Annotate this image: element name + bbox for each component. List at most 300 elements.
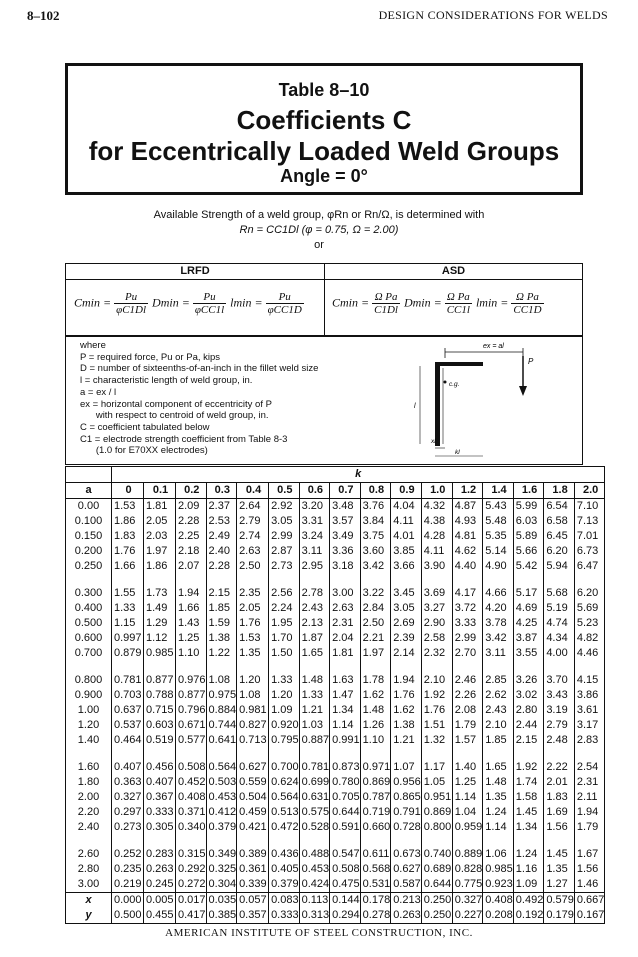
coefficient-cell: 6.73 bbox=[574, 544, 605, 559]
coefficient-cell: 3.00 bbox=[330, 586, 361, 601]
coefficient-cell: 7.13 bbox=[574, 514, 605, 529]
coefficient-cell: 1.50 bbox=[269, 646, 300, 661]
coefficient-cell: 0.245 bbox=[144, 877, 176, 893]
a-header: a bbox=[66, 483, 112, 499]
k-value-header: 0.9 bbox=[391, 483, 422, 499]
coefficient-cell: 1.43 bbox=[176, 616, 207, 631]
coefficient-cell: 1.58 bbox=[513, 790, 544, 805]
coefficient-cell: 1.94 bbox=[391, 673, 422, 688]
coefficient-cell: 0.349 bbox=[206, 847, 237, 862]
row-gap bbox=[360, 748, 391, 760]
coefficient-cell: 5.99 bbox=[513, 499, 544, 515]
coefficient-cell: 0.472 bbox=[269, 820, 300, 835]
a-value: 0.300 bbox=[66, 586, 112, 601]
row-gap bbox=[544, 574, 575, 586]
coefficient-cell: 2.70 bbox=[452, 646, 483, 661]
x_row-cell: 0.057 bbox=[237, 893, 269, 909]
coefficient-cell: 3.05 bbox=[391, 601, 422, 616]
coefficient-cell: 0.971 bbox=[360, 760, 391, 775]
row-gap bbox=[66, 661, 112, 673]
coefficient-cell: 6.58 bbox=[544, 514, 575, 529]
coefficient-cell: 4.46 bbox=[574, 646, 605, 661]
coefficient-cell: 4.04 bbox=[391, 499, 422, 515]
legend-line: C1 = electrode strength coefficient from Table 8-3 bbox=[80, 433, 288, 445]
k-value-header: 0.4 bbox=[237, 483, 269, 499]
coefficient-cell: 5.69 bbox=[574, 601, 605, 616]
coefficient-cell: 0.537 bbox=[112, 718, 144, 733]
coefficient-cell: 0.644 bbox=[330, 805, 361, 820]
coefficient-cell: 5.66 bbox=[513, 544, 544, 559]
asd-cmin: Cmin = $\frac{\text{Ω Pa}}{C1Dl}$ bbox=[332, 291, 398, 316]
coefficient-cell: 2.26 bbox=[452, 688, 483, 703]
coefficient-cell: 2.35 bbox=[237, 586, 269, 601]
a-value: 2.80 bbox=[66, 862, 112, 877]
cg-dot bbox=[444, 381, 447, 384]
coefficient-cell: 1.24 bbox=[513, 847, 544, 862]
row-gap bbox=[452, 574, 483, 586]
x_row-cell: 0.667 bbox=[574, 893, 605, 909]
coefficient-cell: 0.297 bbox=[112, 805, 144, 820]
row-gap bbox=[330, 748, 361, 760]
k-value-header: 0 bbox=[112, 483, 144, 499]
coefficient-cell: 0.873 bbox=[330, 760, 361, 775]
coefficient-cell: 0.379 bbox=[206, 820, 237, 835]
k-value-header: 0.7 bbox=[330, 483, 361, 499]
intro-line1: Available Strength of a weld group, φRn or Rn/Ω, is determined with bbox=[153, 209, 485, 221]
x_row-label: x bbox=[66, 893, 112, 909]
coefficient-cell: 2.99 bbox=[269, 529, 300, 544]
coefficient-cell: 1.05 bbox=[421, 775, 452, 790]
coefficient-cell: 2.46 bbox=[452, 673, 483, 688]
coefficient-cell: 1.38 bbox=[206, 631, 237, 646]
coefficient-cell: 5.14 bbox=[483, 544, 514, 559]
y_row-cell: 0.294 bbox=[330, 908, 361, 924]
coefficient-cell: 1.08 bbox=[206, 673, 237, 688]
row-gap bbox=[144, 574, 176, 586]
coefficient-cell: 3.76 bbox=[360, 499, 391, 515]
x_row-cell: 0.250 bbox=[421, 893, 452, 909]
coefficient-cell: 4.81 bbox=[452, 529, 483, 544]
coefficient-cell: 5.19 bbox=[544, 601, 575, 616]
kl-label: kl bbox=[455, 449, 460, 456]
coefficient-cell: 3.78 bbox=[483, 616, 514, 631]
y_row-cell: 0.357 bbox=[237, 908, 269, 924]
coefficient-cell: 0.547 bbox=[330, 847, 361, 862]
coefficient-cell: 0.719 bbox=[360, 805, 391, 820]
coefficient-cell: 1.20 bbox=[237, 673, 269, 688]
row-gap bbox=[574, 574, 605, 586]
coefficient-cell: 1.27 bbox=[544, 877, 575, 893]
row-gap bbox=[66, 835, 112, 847]
coefficient-cell: 6.20 bbox=[544, 544, 575, 559]
coefficient-cell: 2.11 bbox=[574, 790, 605, 805]
coefficient-cell: 4.69 bbox=[513, 601, 544, 616]
x_row-cell: 0.000 bbox=[112, 893, 144, 909]
coefficient-cell: 1.86 bbox=[144, 559, 176, 574]
coefficient-cell: 1.48 bbox=[299, 673, 330, 688]
coefficient-cell: 4.62 bbox=[452, 544, 483, 559]
coefficient-cell: 0.503 bbox=[206, 775, 237, 790]
coefficient-cell: 2.79 bbox=[544, 718, 575, 733]
a-value: 0.900 bbox=[66, 688, 112, 703]
coefficient-cell: 0.703 bbox=[112, 688, 144, 703]
coefficient-cell: 3.20 bbox=[299, 499, 330, 515]
row-gap bbox=[176, 661, 207, 673]
coefficient-cell: 0.407 bbox=[144, 775, 176, 790]
coefficient-cell: 1.25 bbox=[176, 631, 207, 646]
coefficient-cell: 0.627 bbox=[237, 760, 269, 775]
coefficient-cell: 3.24 bbox=[299, 529, 330, 544]
coefficient-cell: 3.02 bbox=[513, 688, 544, 703]
coefficient-cell: 6.45 bbox=[544, 529, 575, 544]
table-row bbox=[66, 893, 605, 909]
row-gap bbox=[237, 661, 269, 673]
coefficient-cell: 1.34 bbox=[513, 820, 544, 835]
coefficient-cell: 1.83 bbox=[112, 529, 144, 544]
coefficient-cell: 3.66 bbox=[391, 559, 422, 574]
weld-vertical bbox=[435, 362, 440, 446]
xl-label: xl bbox=[431, 438, 436, 445]
a-value: 0.600 bbox=[66, 631, 112, 646]
coefficient-cell: 2.64 bbox=[237, 499, 269, 515]
coefficient-cell: 3.86 bbox=[574, 688, 605, 703]
coefficient-cell: 2.99 bbox=[452, 631, 483, 646]
coefficient-cell: 2.49 bbox=[206, 529, 237, 544]
ex-label: ex = al bbox=[483, 343, 504, 350]
coefficient-cell: 2.08 bbox=[452, 703, 483, 718]
row-gap bbox=[391, 748, 422, 760]
coefficient-cell: 1.06 bbox=[483, 847, 514, 862]
coefficient-cell: 0.304 bbox=[206, 877, 237, 893]
coefficient-cell: 4.28 bbox=[421, 529, 452, 544]
a-value: 1.80 bbox=[66, 775, 112, 790]
coefficient-cell: 3.72 bbox=[452, 601, 483, 616]
coefficient-cell: 1.33 bbox=[112, 601, 144, 616]
row-gap bbox=[360, 835, 391, 847]
coefficient-cell: 0.508 bbox=[330, 862, 361, 877]
coefficient-cell: 0.453 bbox=[206, 790, 237, 805]
formula-box bbox=[65, 263, 583, 336]
coefficient-cell: 2.78 bbox=[299, 586, 330, 601]
coefficient-cell: 2.80 bbox=[513, 703, 544, 718]
coefficient-cell: 2.84 bbox=[360, 601, 391, 616]
coefficient-cell: 1.35 bbox=[237, 646, 269, 661]
lrfd-lmin: lmin = $\frac{Pu}{\text{φCC1D}}$ bbox=[230, 291, 302, 316]
coefficient-cell: 1.83 bbox=[544, 790, 575, 805]
coefficient-cell: 0.923 bbox=[483, 877, 514, 893]
coefficient-cell: 3.55 bbox=[513, 646, 544, 661]
coefficient-cell: 2.90 bbox=[421, 616, 452, 631]
coefficient-cell: 4.20 bbox=[483, 601, 514, 616]
row-gap bbox=[421, 748, 452, 760]
table-title-line2: for Eccentrically Loaded Weld Groups bbox=[88, 136, 560, 166]
coefficient-cell: 0.975 bbox=[206, 688, 237, 703]
row-gap bbox=[452, 835, 483, 847]
coefficient-cell: 1.53 bbox=[112, 499, 144, 515]
y_row-cell: 0.227 bbox=[452, 908, 483, 924]
a-value: 2.20 bbox=[66, 805, 112, 820]
row-gap bbox=[513, 574, 544, 586]
k-header: k bbox=[112, 467, 605, 483]
coefficient-cell: 3.26 bbox=[513, 673, 544, 688]
coefficient-cell: 3.57 bbox=[330, 514, 361, 529]
coefficient-cell: 1.07 bbox=[391, 760, 422, 775]
coefficient-cell: 2.05 bbox=[144, 514, 176, 529]
coefficient-cell: 2.15 bbox=[206, 586, 237, 601]
coefficient-cell: 1.94 bbox=[574, 805, 605, 820]
coefficient-cell: 3.60 bbox=[360, 544, 391, 559]
intro-line3: or bbox=[314, 239, 324, 251]
coefficient-cell: 2.28 bbox=[176, 514, 207, 529]
coefficient-cell: 1.09 bbox=[513, 877, 544, 893]
coefficient-cell: 1.63 bbox=[330, 673, 361, 688]
weld-top bbox=[435, 362, 483, 366]
coefficient-cell: 0.787 bbox=[360, 790, 391, 805]
coefficient-cell: 0.869 bbox=[421, 805, 452, 820]
coefficient-cell: 0.252 bbox=[112, 847, 144, 862]
coefficient-cell: 0.828 bbox=[452, 862, 483, 877]
coefficient-cell: 2.74 bbox=[237, 529, 269, 544]
coefficient-cell: 3.48 bbox=[330, 499, 361, 515]
coefficient-cell: 2.22 bbox=[544, 760, 575, 775]
coefficient-cell: 0.788 bbox=[144, 688, 176, 703]
coefficient-cell: 1.26 bbox=[360, 718, 391, 733]
row-gap bbox=[421, 661, 452, 673]
y_row-cell: 0.313 bbox=[299, 908, 330, 924]
coefficient-cell: 0.877 bbox=[176, 688, 207, 703]
coefficient-cell: 2.07 bbox=[176, 559, 207, 574]
coefficient-cell: 1.12 bbox=[144, 631, 176, 646]
row-gap bbox=[66, 574, 112, 586]
row-gap bbox=[237, 835, 269, 847]
coefficient-cell: 0.459 bbox=[237, 805, 269, 820]
a-value: 0.500 bbox=[66, 616, 112, 631]
a-value: 1.00 bbox=[66, 703, 112, 718]
intro-line2: Rn = CC1Dl (φ = 0.75, Ω = 2.00) bbox=[239, 224, 399, 236]
coefficient-cell: 0.624 bbox=[269, 775, 300, 790]
coefficient-cell: 1.74 bbox=[513, 775, 544, 790]
coefficient-cell: 3.19 bbox=[544, 703, 575, 718]
coefficient-cell: 1.03 bbox=[299, 718, 330, 733]
coefficient-cell: 6.20 bbox=[574, 586, 605, 601]
row-gap bbox=[112, 748, 144, 760]
coefficient-cell: 0.327 bbox=[112, 790, 144, 805]
coefficient-cell: 0.508 bbox=[176, 760, 207, 775]
row-gap bbox=[269, 748, 300, 760]
row-gap bbox=[299, 835, 330, 847]
a-value: 0.150 bbox=[66, 529, 112, 544]
coefficient-cell: 0.920 bbox=[269, 718, 300, 733]
coefficient-cell: 1.87 bbox=[299, 631, 330, 646]
coefficient-cell: 0.389 bbox=[237, 847, 269, 862]
table-row bbox=[66, 514, 605, 529]
coefficient-cell: 4.82 bbox=[574, 631, 605, 646]
cg-label: c.g. bbox=[449, 381, 460, 388]
coefficient-cell: 1.51 bbox=[421, 718, 452, 733]
coefficient-cell: 2.62 bbox=[483, 688, 514, 703]
coefficient-cell: 2.69 bbox=[391, 616, 422, 631]
table-row bbox=[66, 559, 605, 574]
coefficient-cell: 1.94 bbox=[176, 586, 207, 601]
coefficient-cell: 2.40 bbox=[206, 544, 237, 559]
row-gap bbox=[112, 661, 144, 673]
coefficient-cell: 0.700 bbox=[269, 760, 300, 775]
y_row-cell: 0.417 bbox=[176, 908, 207, 924]
coefficient-cell: 1.76 bbox=[112, 544, 144, 559]
coefficient-cell: 0.315 bbox=[176, 847, 207, 862]
table-row bbox=[66, 601, 605, 616]
row-gap bbox=[483, 574, 514, 586]
row-gap bbox=[330, 574, 361, 586]
coefficient-cell: 0.456 bbox=[144, 760, 176, 775]
y_row-cell: 0.208 bbox=[483, 908, 514, 924]
row-gap bbox=[574, 661, 605, 673]
coefficient-cell: 0.340 bbox=[176, 820, 207, 835]
row-gap bbox=[330, 661, 361, 673]
coefficient-cell: 5.89 bbox=[513, 529, 544, 544]
coefficient-cell: 1.04 bbox=[452, 805, 483, 820]
coefficient-cell: 3.36 bbox=[330, 544, 361, 559]
coefficient-cell: 0.587 bbox=[391, 877, 422, 893]
coefficient-cell: 1.15 bbox=[112, 616, 144, 631]
coefficient-cell: 7.01 bbox=[574, 529, 605, 544]
coefficient-cell: 0.263 bbox=[144, 862, 176, 877]
y_row-label: y bbox=[66, 908, 112, 924]
coefficient-cell: 1.10 bbox=[176, 646, 207, 661]
coefficient-cell: 2.03 bbox=[144, 529, 176, 544]
row-gap bbox=[144, 835, 176, 847]
coefficient-cell: 0.361 bbox=[237, 862, 269, 877]
coefficient-cell: 1.76 bbox=[421, 703, 452, 718]
weld-group-diagram bbox=[395, 340, 575, 462]
coefficient-cell: 3.18 bbox=[330, 559, 361, 574]
y_row-cell: 0.263 bbox=[391, 908, 422, 924]
coefficient-cell: 1.66 bbox=[176, 601, 207, 616]
coefficient-cell: 2.04 bbox=[330, 631, 361, 646]
coefficient-cell: 3.70 bbox=[544, 673, 575, 688]
coefficient-cell: 0.363 bbox=[112, 775, 144, 790]
coefficient-cell: 0.283 bbox=[144, 847, 176, 862]
coefficient-cell: 1.69 bbox=[544, 805, 575, 820]
coefficient-cell: 0.531 bbox=[360, 877, 391, 893]
row-gap bbox=[513, 661, 544, 673]
coefficient-table bbox=[65, 466, 605, 924]
coefficient-cell: 4.11 bbox=[391, 514, 422, 529]
angle-label: Angle = 0° bbox=[280, 166, 368, 186]
coefficient-cell: 0.740 bbox=[421, 847, 452, 862]
coefficient-cell: 0.791 bbox=[391, 805, 422, 820]
row-gap bbox=[206, 574, 237, 586]
row-gap bbox=[330, 835, 361, 847]
row-gap bbox=[299, 748, 330, 760]
coefficient-cell: 1.29 bbox=[144, 616, 176, 631]
coefficient-cell: 6.47 bbox=[574, 559, 605, 574]
coefficient-cell: 0.865 bbox=[391, 790, 422, 805]
coefficient-cell: 5.94 bbox=[544, 559, 575, 574]
coefficient-cell: 1.65 bbox=[299, 646, 330, 661]
coefficient-cell: 1.22 bbox=[206, 646, 237, 661]
k-value-header: 0.6 bbox=[299, 483, 330, 499]
coefficient-cell: 1.20 bbox=[269, 688, 300, 703]
coefficient-cell: 0.660 bbox=[360, 820, 391, 835]
coefficient-cell: 3.42 bbox=[483, 631, 514, 646]
x_row-cell: 0.178 bbox=[360, 893, 391, 909]
coefficient-cell: 0.985 bbox=[144, 646, 176, 661]
k-value-header: 0.5 bbox=[269, 483, 300, 499]
y_row-cell: 0.455 bbox=[144, 908, 176, 924]
coefficient-cell: 0.671 bbox=[176, 718, 207, 733]
coefficient-cell: 0.333 bbox=[144, 805, 176, 820]
coefficient-cell: 3.42 bbox=[360, 559, 391, 574]
a-value: 2.00 bbox=[66, 790, 112, 805]
a-value: 0.700 bbox=[66, 646, 112, 661]
coefficient-cell: 0.631 bbox=[299, 790, 330, 805]
coefficient-cell: 2.14 bbox=[391, 646, 422, 661]
coefficient-cell: 1.47 bbox=[330, 688, 361, 703]
row-gap bbox=[269, 574, 300, 586]
coefficient-cell: 2.73 bbox=[269, 559, 300, 574]
coefficient-cell: 3.33 bbox=[452, 616, 483, 631]
asd-header: ASD bbox=[441, 265, 466, 277]
row-gap bbox=[237, 748, 269, 760]
coefficient-cell: 4.11 bbox=[421, 544, 452, 559]
y_row-cell: 0.179 bbox=[544, 908, 575, 924]
coefficient-cell: 1.62 bbox=[360, 688, 391, 703]
coefficient-cell: 0.705 bbox=[330, 790, 361, 805]
coefficient-cell: 2.43 bbox=[483, 703, 514, 718]
a-value: 0.250 bbox=[66, 559, 112, 574]
coefficient-cell: 4.25 bbox=[513, 616, 544, 631]
table-row bbox=[66, 499, 605, 515]
row-gap bbox=[452, 661, 483, 673]
coefficient-cell: 0.985 bbox=[483, 862, 514, 877]
coefficient-cell: 1.73 bbox=[144, 586, 176, 601]
coefficient-cell: 0.744 bbox=[206, 718, 237, 733]
y_row-cell: 0.250 bbox=[421, 908, 452, 924]
coefficient-cell: 0.559 bbox=[237, 775, 269, 790]
coefficient-cell: 1.53 bbox=[237, 631, 269, 646]
table-row bbox=[66, 529, 605, 544]
coefficient-cell: 0.869 bbox=[360, 775, 391, 790]
y_row-cell: 0.192 bbox=[513, 908, 544, 924]
page-number: 8–102 bbox=[27, 8, 60, 23]
row-gap bbox=[391, 574, 422, 586]
coefficient-cell: 3.22 bbox=[360, 586, 391, 601]
coefficient-cell: 1.33 bbox=[299, 688, 330, 703]
coefficient-cell: 0.367 bbox=[144, 790, 176, 805]
row-gap bbox=[513, 835, 544, 847]
coefficient-cell: 1.76 bbox=[391, 688, 422, 703]
section-title: DESIGN CONSIDERATIONS FOR WELDS bbox=[378, 8, 608, 22]
coefficient-cell: 1.65 bbox=[483, 760, 514, 775]
coefficient-cell: 1.46 bbox=[574, 877, 605, 893]
coefficient-cell: 5.23 bbox=[574, 616, 605, 631]
l-label: l bbox=[414, 403, 416, 410]
x_row-cell: 0.035 bbox=[206, 893, 237, 909]
k-header-blank bbox=[66, 467, 112, 483]
k-value-header: 1.8 bbox=[544, 483, 575, 499]
coefficient-cell: 5.35 bbox=[483, 529, 514, 544]
coefficient-cell: 2.10 bbox=[483, 718, 514, 733]
row-gap bbox=[574, 748, 605, 760]
coefficient-cell: 4.00 bbox=[544, 646, 575, 661]
coefficient-cell: 0.273 bbox=[112, 820, 144, 835]
coefficient-cell: 3.84 bbox=[360, 514, 391, 529]
k-value-header: 1.6 bbox=[513, 483, 544, 499]
legend-line: l = characteristic length of weld group, in. bbox=[80, 375, 253, 387]
coefficient-cell: 0.997 bbox=[112, 631, 144, 646]
coefficient-cell: 0.879 bbox=[112, 646, 144, 661]
